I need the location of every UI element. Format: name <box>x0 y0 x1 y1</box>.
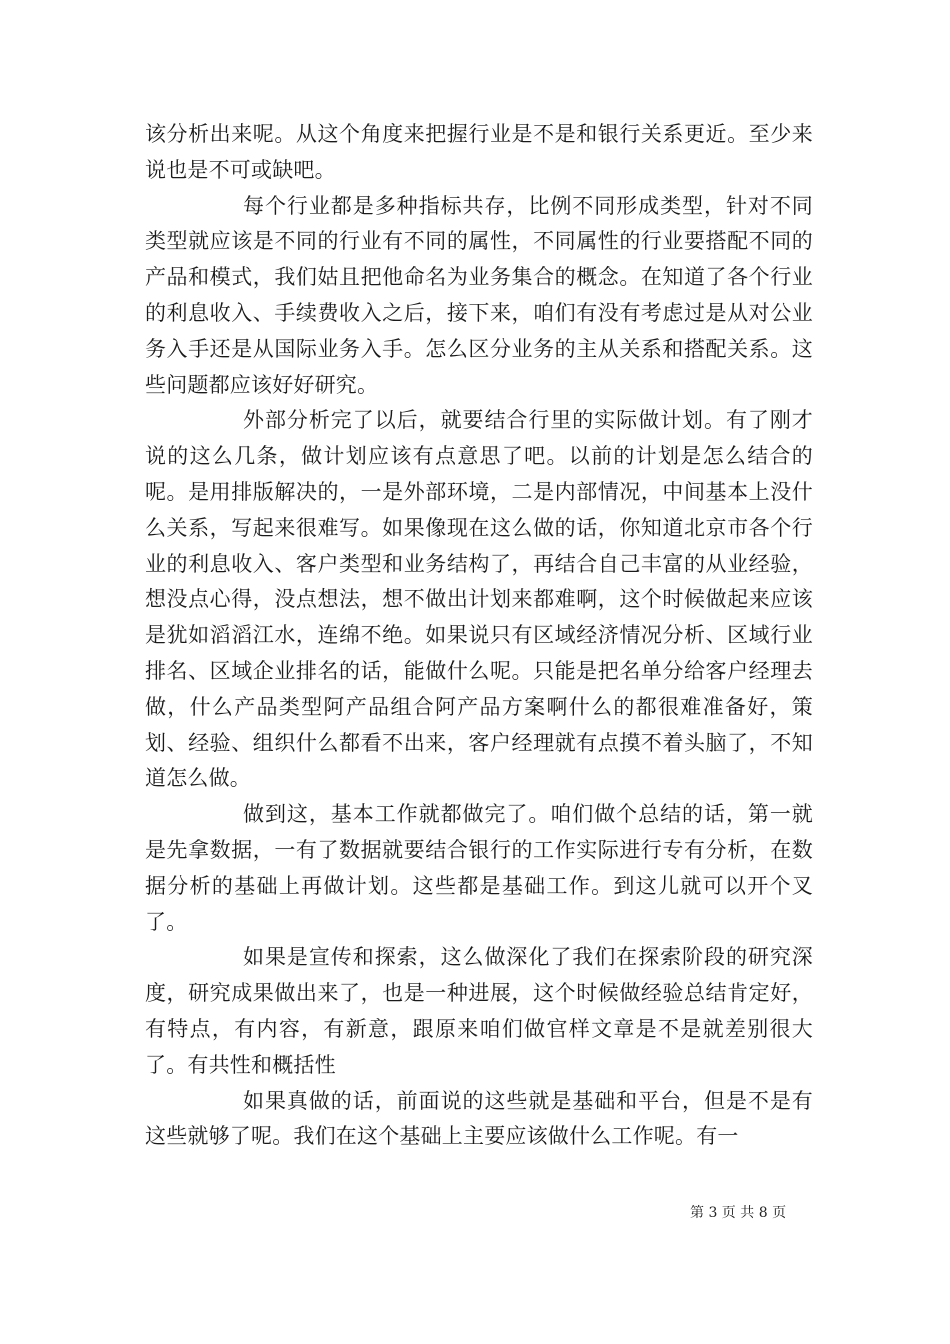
paragraph-4: 做到这，基本工作就都做完了。咱们做个总结的话，第一就是先拿数据，一有了数据就要结合银行的工作实际进行专有分析，在数据分析的基础上再做计划。这些都是基础工作。到这儿就可以开个叉了。 <box>145 802 813 934</box>
paragraph-3: 外部分析完了以后，就要结合行里的实际做计划。有了刚才说的这么几条，做计划应该有点意思了吧。以前的计划是怎么结合的呢。是用排版解决的，一是外部环境，二是内部情况，中间基本上没什么关系，写起来很难写。如果像现在这么做的话，你知道北京市各个行业的利息收入、客户类型和业务结构了，再结合自己丰富的从业经验，想没点心得，没点想法，想不做出计划来都难啊，这个时候做起来应该是犹如滔滔江水，连绵不绝。如果说只有区域经济情况分析、区域行业排名、区域企业排名的话，能做什么呢。只能是把名单分给客户经理去做，什么产品类型阿产品组合阿产品方案啊什么的都很难准备好，策划、经验、组织什么都看不出来，客户经理就有点摸不着头脑了，不知道怎么做。 <box>145 408 813 791</box>
page-number-footer: 第 3 页 共 8 页 <box>690 1205 787 1221</box>
body-text <box>145 117 813 1155</box>
paragraph-5: 如果是宣传和探索，这么做深化了我们在探索阶段的研究深度，研究成果做出来了，也是一种进展，这个时候做经验总结肯定好，有特点，有内容，有新意，跟原来咱们做官样文章是不是就差别很大了。有共性和概括性 <box>145 945 813 1077</box>
paragraph-6: 如果真做的话，前面说的这些就是基础和平台，但是不是有这些就够了呢。我们在这个基础上主要应该做什么工作呢。有一 <box>145 1088 813 1149</box>
paragraph-2: 每个行业都是多种指标共存，比例不同形成类型，针对不同类型就应该是不同的行业有不同的属性，不同属性的行业要搭配不同的产品和模式，我们姑且把他命名为业务集合的概念。在知道了各个行业的利息收入、手续费收入之后，接下来，咱们有没有考虑过是从对公业务入手还是从国际业务入手。怎么区分业务的主从关系和搭配关系。这些问题都应该好好研究。 <box>145 193 813 397</box>
paragraph-1: 该分析出来呢。从这个角度来把握行业是不是和银行关系更近。至少来说也是不可或缺吧。 <box>145 122 813 182</box>
